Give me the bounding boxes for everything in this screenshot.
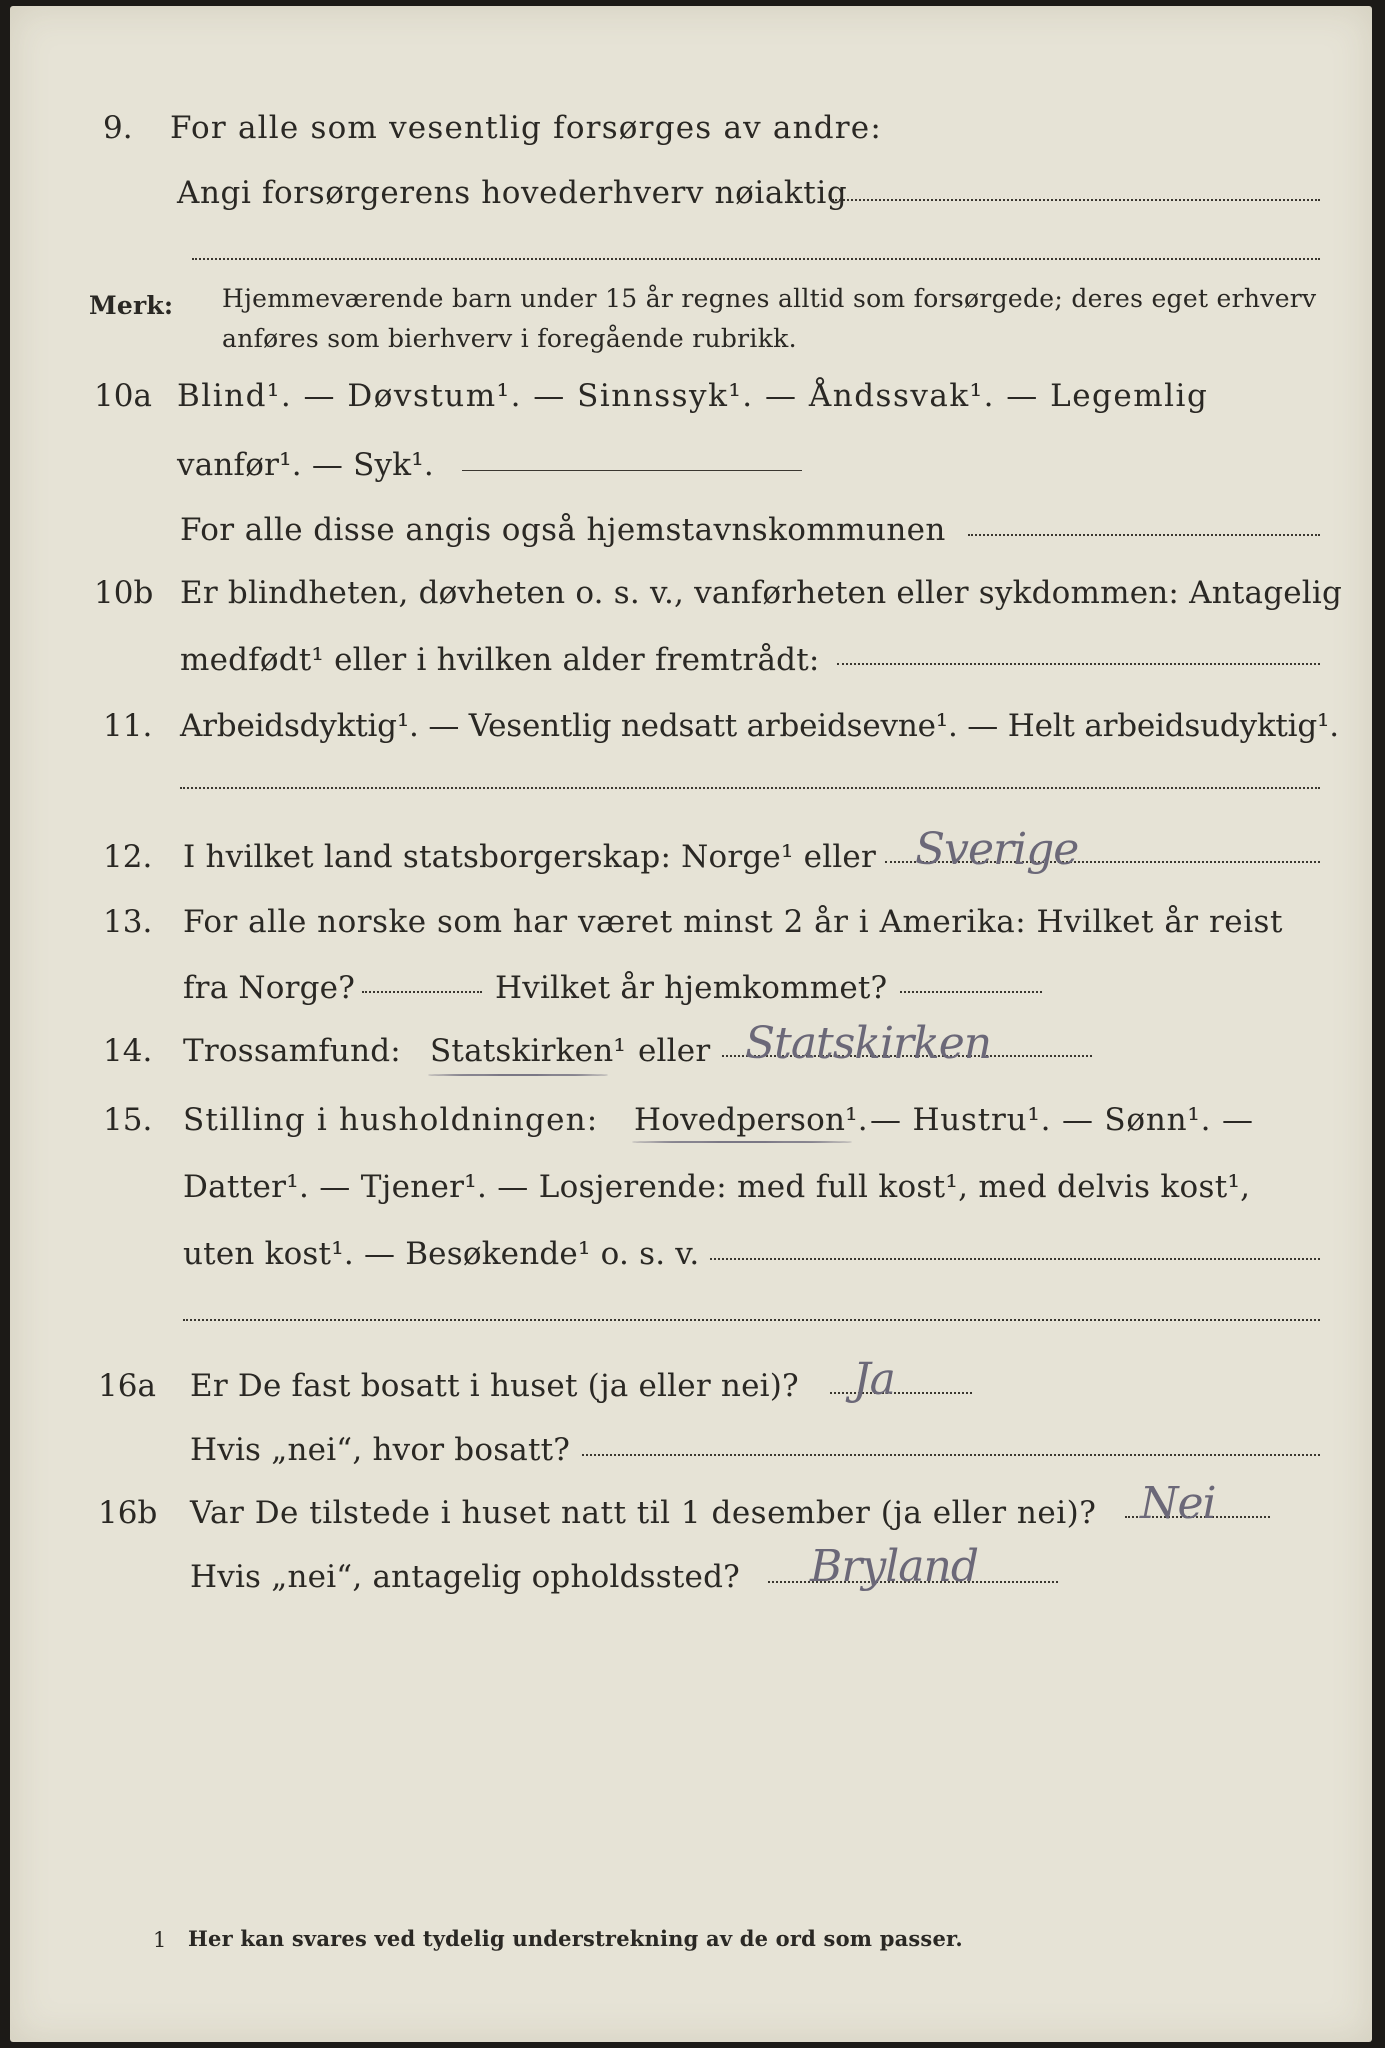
q9-line1: For alle som vesentlig forsørges av andre:	[170, 110, 882, 146]
q15-line2: Datter¹. — Tjener¹. — Losjerende: med full kost¹, med delvis kost¹,	[183, 1169, 1251, 1205]
note-line1: Hjemmeværende barn under 15 år regnes alltid som forsørgede; deres eget erhverv	[222, 284, 1317, 313]
q10a-line2: vanfør¹. — Syk¹.	[177, 447, 434, 483]
q15-line1c: — Hustru¹. — Sønn¹. —	[870, 1102, 1254, 1138]
q14-option-underline	[428, 1074, 608, 1076]
q13-return-line[interactable]	[900, 991, 1042, 993]
q12-number: 12.	[103, 839, 153, 875]
q15-line1a: Stilling i husholdningen:	[183, 1102, 599, 1138]
q15-answer-line[interactable]	[710, 1258, 1320, 1260]
q9-line2: Angi forsørgerens hovederhverv nøiaktig	[177, 175, 848, 211]
q16a-handwritten-answer: Ja	[853, 1354, 895, 1405]
q16a-line1: Er De fast bosatt i huset (ja eller nei)?	[190, 1368, 799, 1404]
note-label: Merk:	[89, 291, 174, 320]
q14-option-statskirken[interactable]: Statskirken¹	[430, 1033, 626, 1069]
q15-number: 15.	[103, 1102, 153, 1138]
q9-answer-line[interactable]	[832, 199, 1320, 201]
q14-eller: eller	[638, 1033, 711, 1069]
q16b-line1: Var De tilstede i huset natt til 1 desember (ja eller nei)?	[190, 1495, 1097, 1531]
q15-line3: uten kost¹. — Besøkende¹ o. s. v.	[183, 1236, 700, 1272]
q14-number: 14.	[103, 1033, 153, 1069]
q10b-line1: Er blindheten, døvheten o. s. v., vanførheten eller sykdommen: Antagelig	[180, 575, 1343, 611]
q14-handwritten-answer: Statskirken	[745, 1018, 992, 1069]
q15-option-hovedperson[interactable]: Hovedperson¹.	[634, 1102, 868, 1138]
footnote-mark: 1	[153, 1928, 167, 1952]
q10a-number: 10a	[94, 378, 152, 414]
q13-line2b: Hvilket år hjemkommet?	[495, 970, 888, 1006]
q16b-handwritten-answer: Nei	[1140, 1478, 1216, 1529]
q9-number: 9.	[103, 110, 133, 146]
q16b-number: 16b	[98, 1495, 158, 1531]
q13-line2a: fra Norge?	[183, 970, 356, 1006]
q10b-answer-line[interactable]	[837, 663, 1320, 665]
q12-handwritten-answer: Sverige	[915, 824, 1079, 875]
q16b-handwritten-location: Bryland	[810, 1541, 979, 1592]
q13-departure-line[interactable]	[362, 991, 482, 993]
q14-label: Trossamfund:	[183, 1033, 401, 1069]
q11-answer-line[interactable]	[180, 787, 1320, 789]
q15-option-underline	[632, 1141, 852, 1143]
q10a-line3: For alle disse angis også hjemstavnskommunen	[180, 512, 946, 548]
note-line2: anføres som bierhverv i foregående rubrikk.	[222, 324, 797, 353]
q16a-residence-line[interactable]	[582, 1454, 1320, 1456]
q10a-hometown-line[interactable]	[968, 534, 1320, 536]
q11-number: 11.	[103, 708, 153, 744]
q16a-line2: Hvis „nei“, hvor bosatt?	[190, 1432, 571, 1468]
q16b-line2: Hvis „nei“, antagelig opholdssted?	[190, 1559, 740, 1595]
census-form-page	[10, 6, 1372, 2042]
q16a-answer-line[interactable]	[830, 1392, 972, 1394]
q10a-answer-line[interactable]	[462, 470, 802, 471]
q11-line1: Arbeidsdyktig¹. — Vesentlig nedsatt arbeidsevne¹. — Helt arbeidsudyktig¹.	[180, 708, 1339, 744]
q13-line1: For alle norske som har været minst 2 år i Amerika: Hvilket år reist	[183, 904, 1283, 940]
q10b-number: 10b	[94, 575, 154, 611]
q9-answer-line-2[interactable]	[192, 258, 1320, 260]
q13-number: 13.	[103, 904, 153, 940]
footnote-text: Her kan svares ved tydelig understrekning av de ord som passer.	[188, 1926, 963, 1951]
q12-line1: I hvilket land statsborgerskap: Norge¹ eller	[183, 839, 876, 875]
q16a-number: 16a	[98, 1368, 156, 1404]
q10a-line1: Blind¹. — Døvstum¹. — Sinnssyk¹. — Åndssvak¹. — Legemlig	[177, 378, 1209, 414]
q15-answer-line-2[interactable]	[183, 1319, 1320, 1321]
q10b-line2: medfødt¹ eller i hvilken alder fremtrådt:	[180, 642, 820, 678]
